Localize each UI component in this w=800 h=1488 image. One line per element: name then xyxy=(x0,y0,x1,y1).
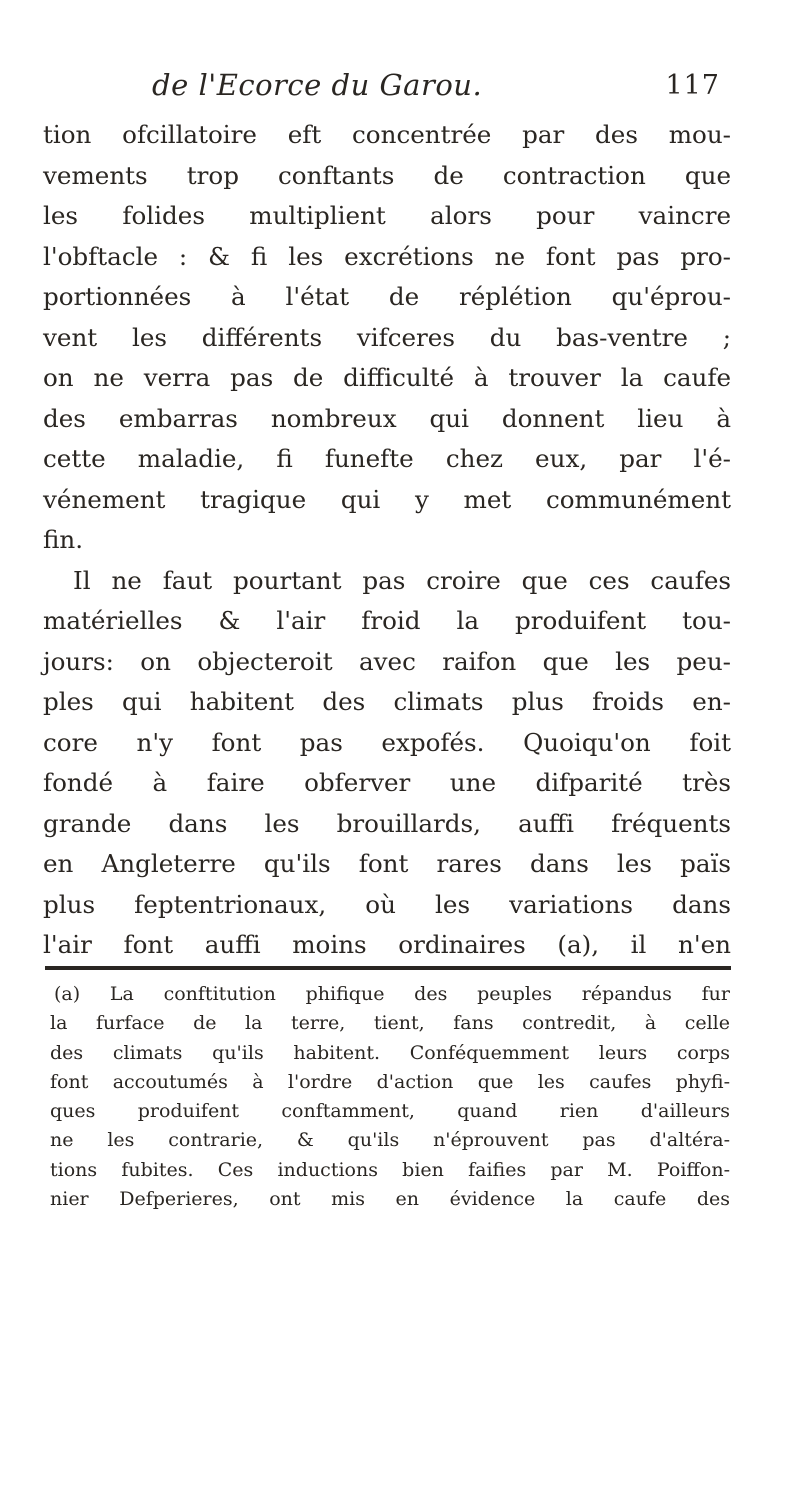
text-line: core n'y font pas expofés. Quoiqu'on foit xyxy=(43,727,731,757)
text-line: vements trop conftants de contraction que xyxy=(43,160,731,190)
text-line: cette maladie, fi funefte chez eux, par l'é- xyxy=(43,444,731,473)
body-text xyxy=(43,115,731,966)
footnote-line: font accoutumés à l'ordre d'action que les caufes phyfi- xyxy=(50,1070,730,1093)
text-line: vénement tragique qui y met communément xyxy=(43,484,731,514)
running-head xyxy=(90,68,720,108)
paragraph-start-line: Il ne faut pourtant pas croire que ces caufes xyxy=(73,565,731,595)
text-line: l'air font auffi moins ordinaires (a), il n'en xyxy=(43,930,731,959)
footnote-line: ques produifent conftamment, quand rien d'ailleurs xyxy=(50,1100,730,1123)
page-number: 117 xyxy=(665,70,720,101)
text-line: matérielles & l'air froid la produifent tou- xyxy=(43,606,731,635)
footnote-line: nier Defperieres, ont mis en évidence la caufe des xyxy=(50,1188,730,1211)
text-line: portionnées à l'état de réplétion qu'éprou- xyxy=(43,282,731,311)
footnote-line: (a) La conftitution phifique des peuples répandus fur xyxy=(54,983,730,1005)
footnote-line: des climats qu'ils habitent. Conféquemment leurs corps xyxy=(50,1041,730,1064)
text-line: on ne verra pas de difficulté à trouver la caufe xyxy=(43,363,731,392)
text-line: plus feptentrionaux, où les variations dans xyxy=(43,889,731,919)
footnote-line: tions fubites. Ces inductions bien faifies par M. Poiffon- xyxy=(50,1158,730,1181)
footnote-line: ne les contrarie, & qu'ils n'éprouvent pas d'altéra- xyxy=(50,1129,730,1152)
footnote-rule xyxy=(45,966,731,970)
text-line: tion ofcillatoire eft concentrée par des mou- xyxy=(43,120,731,149)
text-line: ples qui habitent des climats plus froids en- xyxy=(43,687,731,716)
running-title: de l'Ecorce du Garou. xyxy=(152,68,483,102)
text-line: des embarras nombreux qui donnent lieu à xyxy=(43,403,731,433)
text-line: l'obftacle : & fi les excrétions ne font pas pro- xyxy=(43,241,731,271)
text-line: vent les différents vifceres du bas-ventre ; xyxy=(43,322,731,352)
footnote-line: la furface de la terre, tient, fans contredit, à celle xyxy=(50,1012,730,1035)
text-line: fondé à faire obferver une difparité très xyxy=(43,768,731,797)
text-line: fin. xyxy=(43,525,84,554)
text-line: les folides multiplient alors pour vaincre xyxy=(43,201,731,230)
text-line: grande dans les brouillards, auffi fréquents xyxy=(43,808,731,838)
text-line: jours: on objecteroit avec raifon que les peu- xyxy=(43,646,731,676)
text-line: en Angleterre qu'ils font rares dans les païs xyxy=(43,849,731,878)
footnote xyxy=(50,980,730,1214)
